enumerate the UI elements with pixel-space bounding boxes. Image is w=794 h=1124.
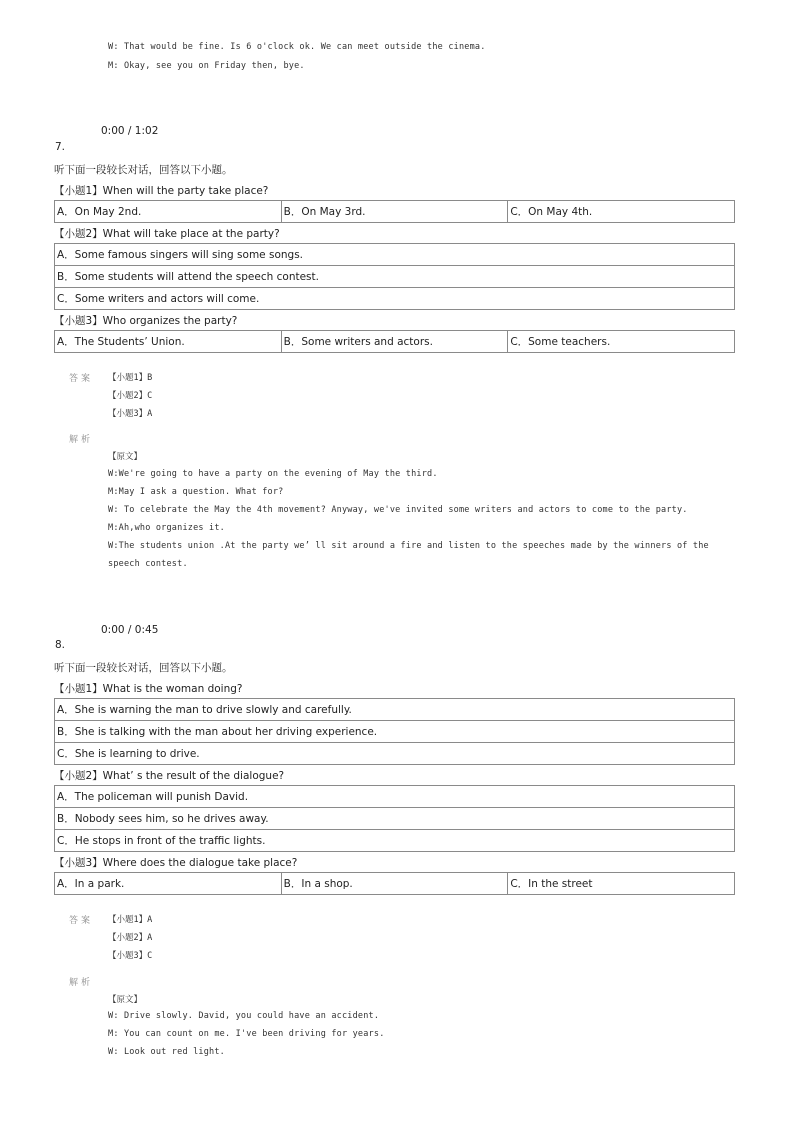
answer-line: 【小题1】B (108, 373, 153, 383)
sub-question-1: 【小题1】When will the party take place? (54, 185, 269, 197)
sub-question-2: 【小题2】What’ s the result of the dialogue? (54, 770, 285, 782)
transcript-line: M: You can count on me. I've been driving for years. (108, 1029, 385, 1039)
audio-player-time[interactable]: 0:00 / 0:45 (101, 624, 159, 636)
answer-label: 答案 (69, 916, 94, 926)
audio-player-time[interactable]: 0:00 / 1:02 (101, 125, 159, 137)
question-instruction: 听下面一段较长对话，回答以下小题。 (54, 164, 233, 176)
question-number: 8. (55, 639, 66, 651)
option-a[interactable]: A．In a park. (55, 873, 282, 895)
transcript-line: W:The students union .At the party we’ ll sit around a fire and listen to the speeches made by the winners of the (108, 541, 709, 551)
transcript-line: W: Look out red light. (108, 1047, 225, 1057)
option-a[interactable]: A．The Students’ Union. (55, 331, 282, 353)
original-label: 【原文】 (108, 452, 143, 462)
option-a[interactable]: A．Some famous singers will sing some songs. (55, 244, 735, 266)
transcript-line: speech contest. (108, 559, 188, 569)
transcript-line: M:May I ask a question. What for? (108, 487, 284, 497)
option-c[interactable]: C．Some teachers. (508, 331, 735, 353)
answer-line: 【小题2】C (108, 391, 153, 401)
dialogue-line: M: Okay, see you on Friday then, bye. (108, 61, 305, 71)
options-table (54, 872, 735, 895)
option-c[interactable]: C．On May 4th. (508, 201, 735, 223)
option-b[interactable]: B．On May 3rd. (281, 201, 508, 223)
sub-question-1: 【小题1】What is the woman doing? (54, 683, 243, 695)
options-table (54, 785, 735, 852)
answer-line: 【小题3】A (108, 409, 153, 419)
answer-label: 答案 (69, 374, 94, 384)
option-b[interactable]: B．Some students will attend the speech contest. (55, 266, 735, 288)
sub-question-3: 【小题3】Where does the dialogue take place? (54, 857, 298, 869)
option-a[interactable]: A．She is warning the man to drive slowly and carefully. (55, 699, 735, 721)
options-table (54, 243, 735, 310)
option-b[interactable]: B．Some writers and actors. (281, 331, 508, 353)
option-b[interactable]: B．In a shop. (281, 873, 508, 895)
analysis-label: 解析 (69, 435, 94, 445)
transcript-line: M:Ah,who organizes it. (108, 523, 225, 533)
option-b[interactable]: B．She is talking with the man about her driving experience. (55, 721, 735, 743)
answer-line: 【小题3】C (108, 951, 153, 961)
sub-question-3: 【小题3】Who organizes the party? (54, 315, 238, 327)
options-table (54, 200, 735, 223)
option-c[interactable]: C．Some writers and actors will come. (55, 288, 735, 310)
option-b[interactable]: B．Nobody sees him, so he drives away. (55, 808, 735, 830)
transcript-line: W:We're going to have a party on the evening of May the third. (108, 469, 438, 479)
question-number: 7. (55, 141, 66, 153)
transcript-line: W: To celebrate the May the 4th movement? Anyway, we've invited some writers and actors to come to the party. (108, 505, 688, 515)
answer-line: 【小题1】A (108, 915, 153, 925)
answer-line: 【小题2】A (108, 933, 153, 943)
option-c[interactable]: C．In the street (508, 873, 735, 895)
option-c[interactable]: C．She is learning to drive. (55, 743, 735, 765)
option-a[interactable]: A．On May 2nd. (55, 201, 282, 223)
options-table (54, 698, 735, 765)
original-label: 【原文】 (108, 995, 143, 1005)
transcript-line: W: Drive slowly. David, you could have an accident. (108, 1011, 380, 1021)
options-table (54, 330, 735, 353)
analysis-label: 解析 (69, 978, 94, 988)
question-instruction: 听下面一段较长对话，回答以下小题。 (54, 662, 233, 674)
sub-question-2: 【小题2】What will take place at the party? (54, 228, 280, 240)
dialogue-line: W: That would be fine. Is 6 o'clock ok. We can meet outside the cinema. (108, 42, 486, 52)
option-a[interactable]: A．The policeman will punish David. (55, 786, 735, 808)
option-c[interactable]: C．He stops in front of the traffic lights. (55, 830, 735, 852)
